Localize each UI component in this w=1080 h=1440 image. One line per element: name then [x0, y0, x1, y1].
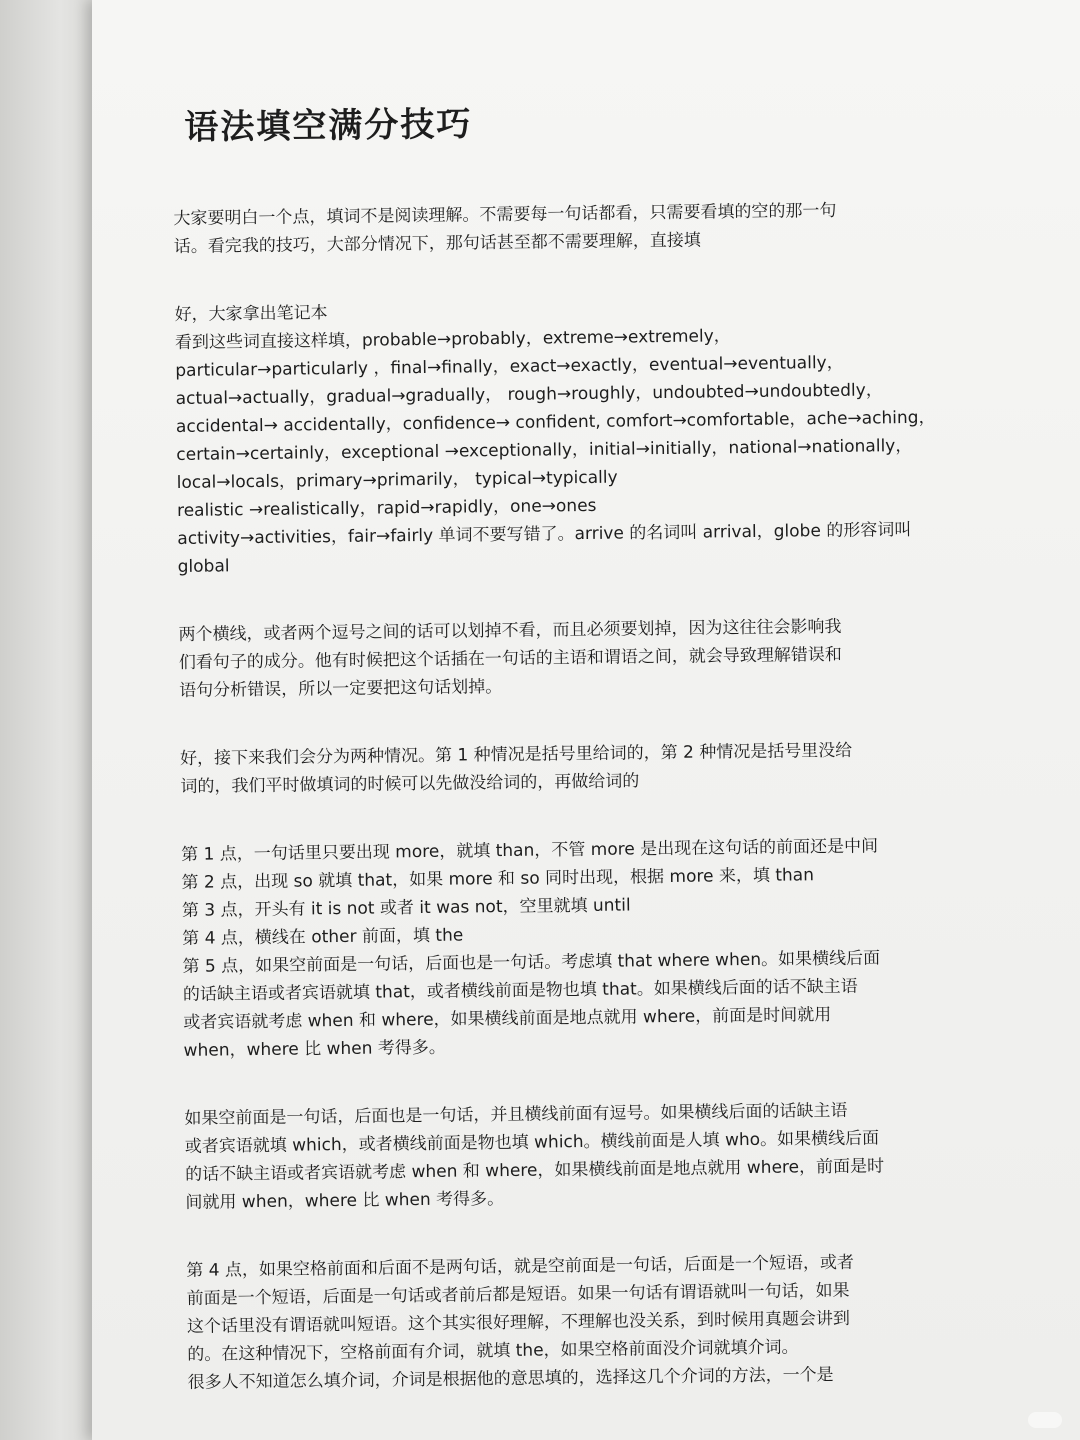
text-line: 前面是一个短语，后面是一句话或者前后都是短语。如果一句话有谓语就叫一句话，如果: [186, 1280, 850, 1309]
word-list-paragraph: [174, 290, 1057, 581]
text-line: actual→actually，gradual→gradually， rough→roughly，undoubted→undoubtedly，: [175, 380, 883, 409]
text-line: local→locals，primary→primarily， typical→typically: [176, 467, 618, 493]
text-line: 第 1 点，一句话里只要出现 more，就填 than，不管 more 是出现在这句话的前面还是中间: [181, 836, 879, 865]
comma-paragraph: [184, 1094, 1065, 1217]
text-line: 的。在这种情况下，空格前面有介词，就填 the，如果空格前面没介词就填介词。: [187, 1337, 799, 1365]
text-line: 话。看完我的技巧，大部分情况下，那句话甚至都不需要理解，直接填: [173, 230, 701, 257]
cases-paragraph: [180, 734, 1061, 801]
intro-paragraph: [173, 194, 1054, 261]
text-line: 间就用 when，where 比 when 考得多。: [185, 1189, 505, 1213]
phrase-paragraph: [186, 1246, 1068, 1397]
text-line: 或者宾语就考虑 when 和 where，如果横线前面是地点就用 where，前面是时间就用: [183, 1005, 832, 1033]
text-line: 好，大家拿出笔记本: [174, 303, 328, 325]
text-line: 两个横线，或者两个逗号之间的话可以划掉不看，而且必须要划掉，因为这往往会影响我: [178, 616, 842, 645]
dashes-paragraph: [178, 610, 1059, 705]
text-line: 或者宾语就填 which，或者横线前面是物也填 which。横线前面是人填 who。如果横线后面: [184, 1128, 880, 1157]
text-line: realistic →realistically，rapid→rapidly，one→ones: [176, 495, 597, 521]
text-line: 第 4 点，横线在 other 前面，填 the: [182, 925, 464, 949]
watermark-badge: [1028, 1412, 1062, 1428]
text-line: certain→certainly，exceptional →exceptionally，initial→initially，national→nationally，: [176, 435, 913, 465]
text-line: accidental→ accidentally，confidence→ confident, comfort→comfortable，ache→aching，: [175, 407, 936, 437]
text-line: 大家要明白一个点，填词不是阅读理解。不需要每一句话都看，只需要看填的空的那一句: [173, 200, 837, 229]
page-content: [172, 89, 1068, 1419]
text-line: 很多人不知道怎么填介词，介词是根据他的意思填的，选择这几个介词的方法，一个是: [187, 1365, 834, 1393]
text-line: 第 3 点，开头有 it is not 或者 it was not，空里就填 until: [181, 895, 631, 921]
text-line: 第 4 点，如果空格前面和后面不是两句话，就是空前面是一句话，后面是一个短语，或者: [186, 1252, 855, 1281]
text-line: 的话不缺主语或者宾语就考虑 when 和 where，如果横线前面是地点就用 where，前面是时: [185, 1156, 885, 1185]
text-line: particular→particularly ，final→finally，exact→exactly，eventual→eventually，: [175, 352, 844, 381]
book-page: [92, 0, 1080, 1440]
text-line: 的话缺主语或者宾语就填 that，或者横线前面是物也填 that。如果横线后面的话不缺主语: [182, 976, 858, 1005]
text-line: 第 2 点，出现 so 就填 that，如果 more 和 so 同时出现，根据 more 来，填 than: [181, 865, 815, 893]
text-line: when，where 比 when 考得多。: [183, 1037, 446, 1061]
text-line: activity→activities，fair→fairly 单词不要写错了。arrive 的名词叫 arrival，globe 的形容词叫: [177, 520, 912, 549]
text-line: 这个话里没有谓语就叫短语。这个其实很好理解，不理解也没关系，到时候用真题会讲到: [186, 1308, 851, 1337]
text-line: 好，接下来我们会分为两种情况。第 1 种情况是括号里给词的，第 2 种情况是括号里没给: [179, 740, 853, 769]
text-line: 第 5 点，如果空前面是一句话，后面也是一句话。考虑填 that where when。如果横线后面: [182, 948, 881, 977]
text-line: 词的，我们平时做填词的时候可以先做没给词的，再做给词的: [180, 771, 640, 797]
text-line: 语句分析错误，所以一定要把这句话划掉。: [179, 677, 503, 701]
page-title: 语法填空满分技巧: [184, 104, 473, 148]
text-line: global: [177, 556, 230, 577]
text-line: 看到这些词直接这样填，probable→probably，extreme→extremely，: [174, 326, 731, 353]
text-line: 们看句子的成分。他有时候把这个话插在一句话的主语和谓语之间，就会导致理解错误和: [178, 644, 842, 673]
text-line: 如果空前面是一句话，后面也是一句话，并且横线前面有逗号。如果横线后面的话缺主语: [184, 1100, 848, 1129]
points-paragraph: [181, 830, 1064, 1065]
